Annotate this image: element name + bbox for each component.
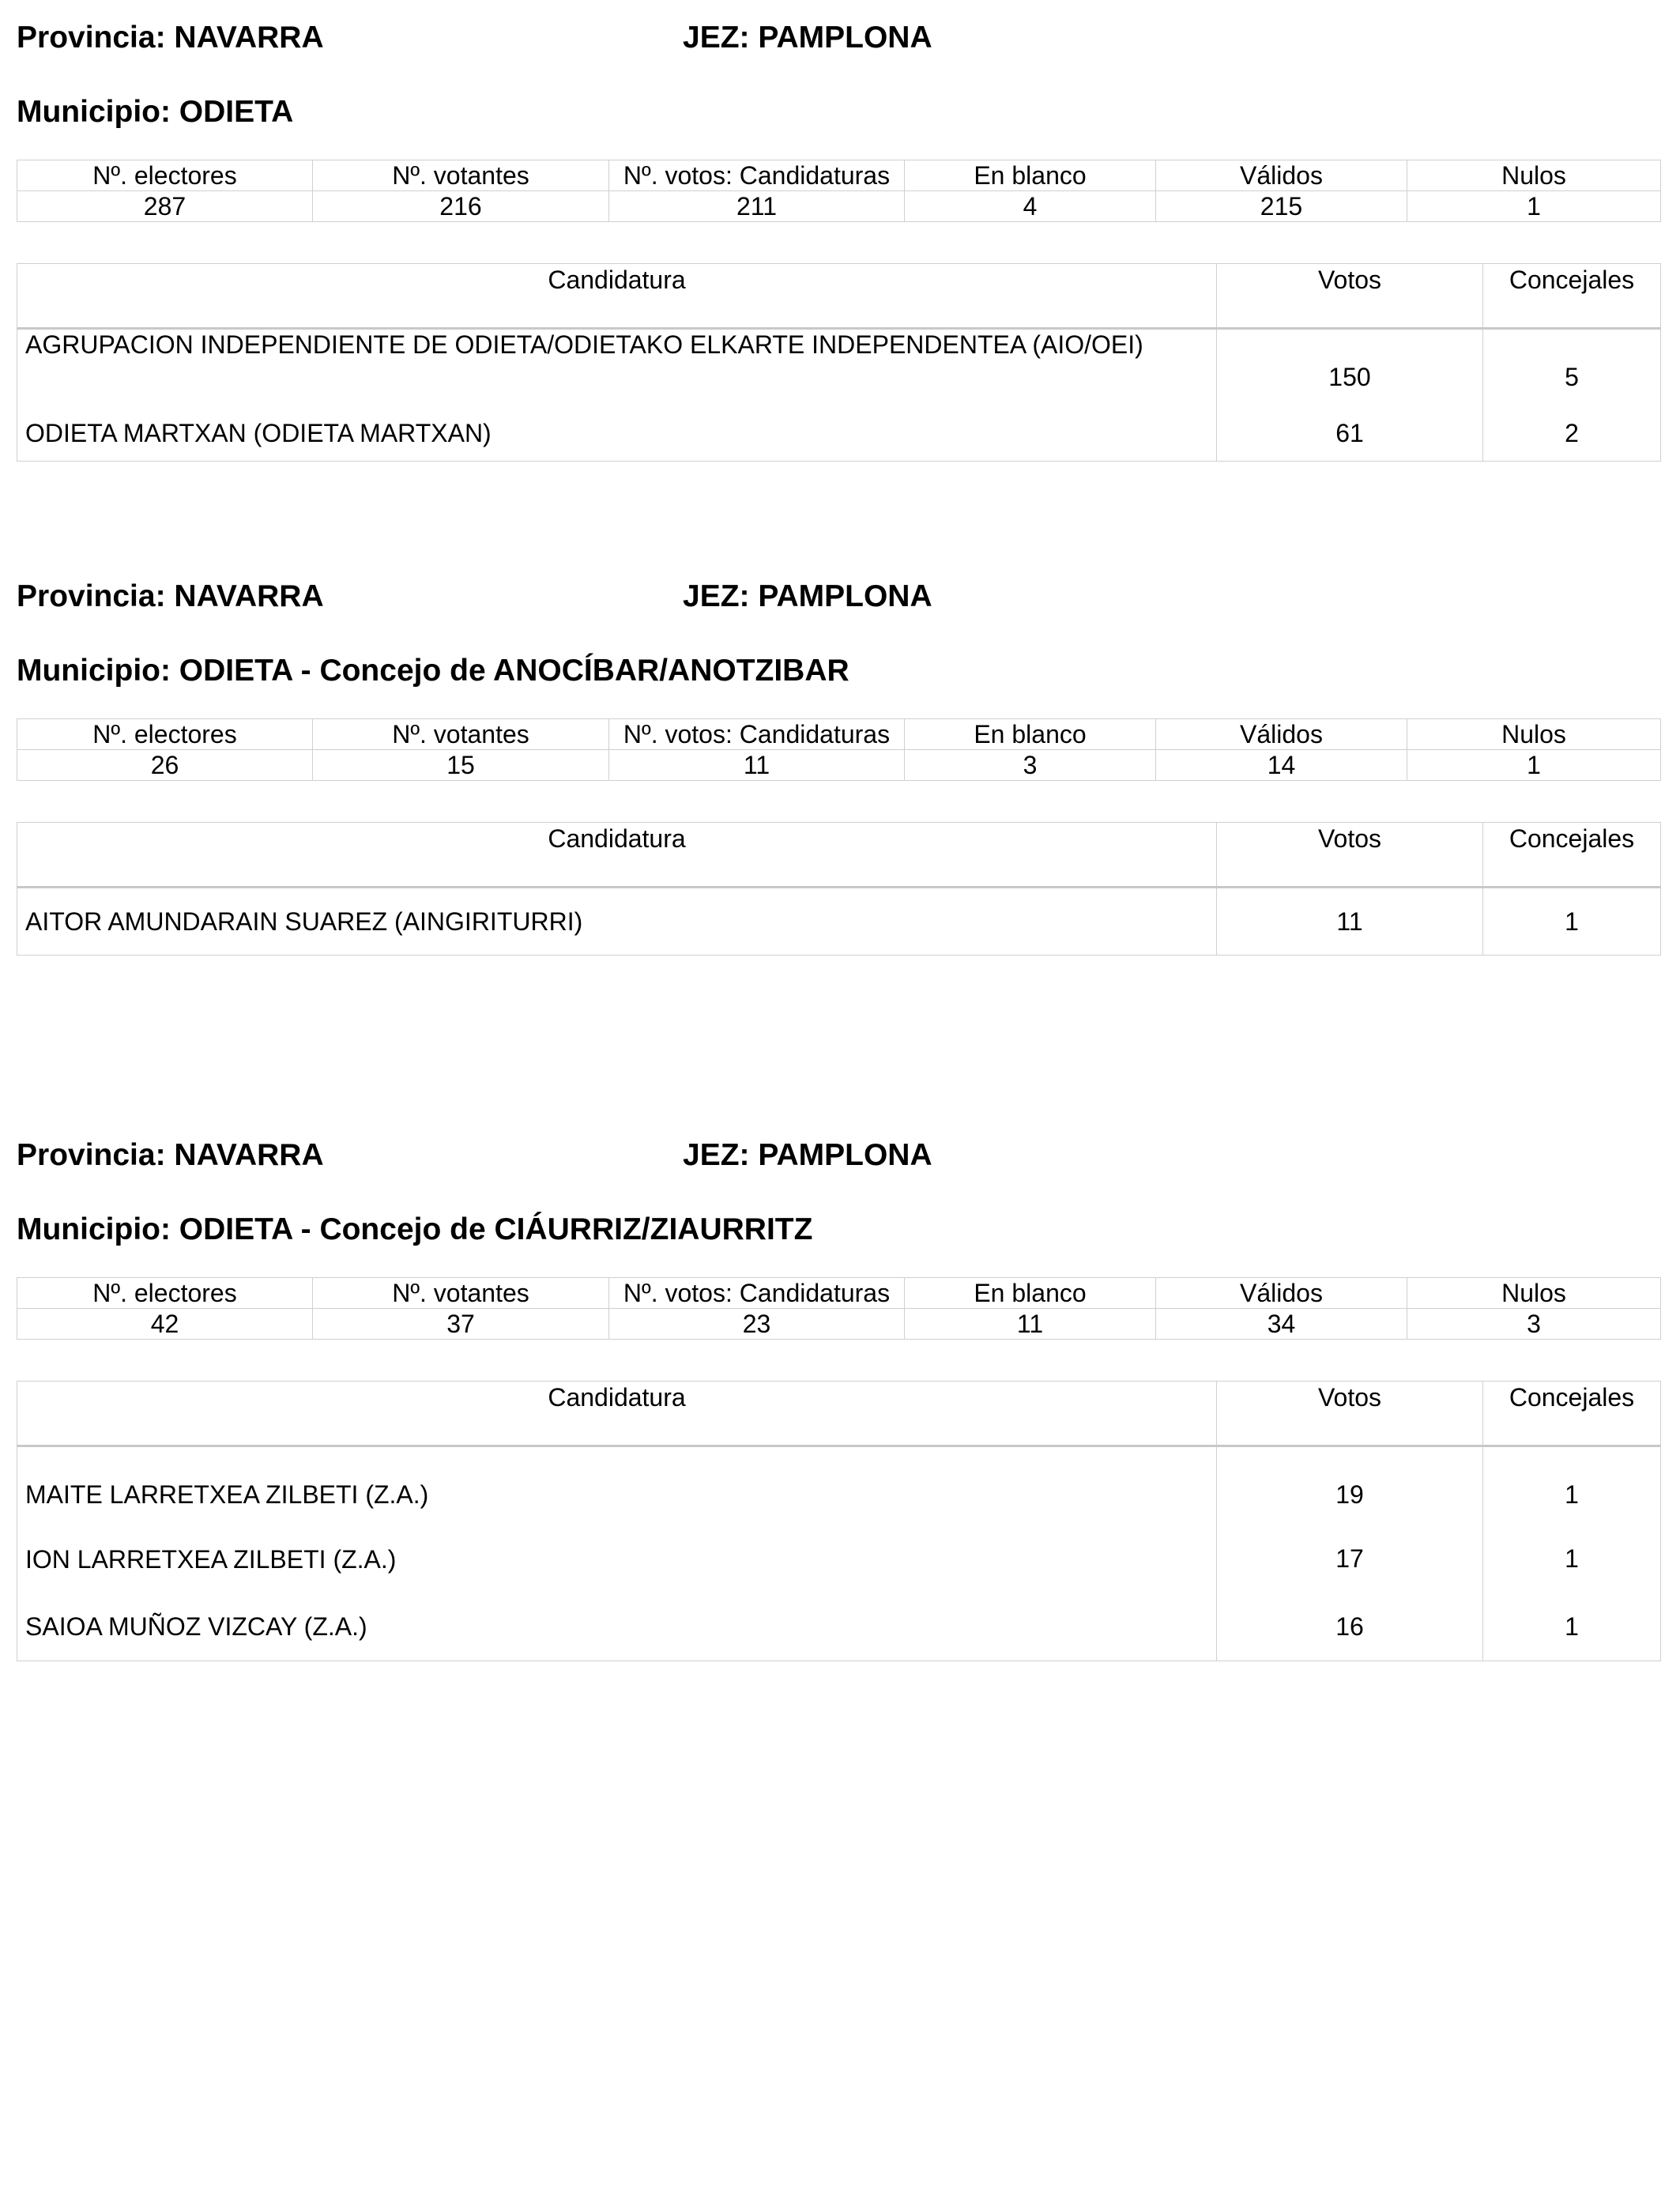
table-row bbox=[17, 329, 1661, 406]
summary-value-row bbox=[17, 191, 1661, 222]
candidaturas-table bbox=[17, 822, 1661, 956]
candidatura-name: MAITE LARRETXEA ZILBETI (Z.A.) bbox=[17, 1446, 1217, 1525]
header-votos: Votos bbox=[1217, 823, 1483, 888]
jez-label: JEZ: PAMPLONA bbox=[683, 579, 932, 613]
jez-label: JEZ: PAMPLONA bbox=[683, 1138, 932, 1172]
summary-value-row bbox=[17, 1309, 1661, 1340]
value-en-blanco: 4 bbox=[905, 191, 1156, 222]
header-concejales: Concejales bbox=[1483, 1382, 1661, 1446]
value-votantes: 37 bbox=[313, 1309, 609, 1340]
provincia-label: Provincia: NAVARRA bbox=[17, 1138, 324, 1172]
table-row bbox=[17, 1446, 1661, 1525]
candidatura-concejales: 2 bbox=[1483, 406, 1661, 462]
value-votos-candidaturas: 211 bbox=[609, 191, 905, 222]
summary-table bbox=[17, 1277, 1661, 1340]
header-validos: Válidos bbox=[1156, 719, 1407, 750]
header-validos: Válidos bbox=[1156, 1278, 1407, 1309]
header-electores: Nº. electores bbox=[17, 1278, 313, 1309]
value-votos-candidaturas: 23 bbox=[609, 1309, 905, 1340]
results-section-odieta bbox=[17, 14, 1660, 520]
header-electores: Nº. electores bbox=[17, 160, 313, 191]
candidaturas-header-row bbox=[17, 1382, 1661, 1446]
value-electores: 42 bbox=[17, 1309, 313, 1340]
value-validos: 215 bbox=[1156, 191, 1407, 222]
value-nulos: 1 bbox=[1407, 191, 1661, 222]
value-electores: 26 bbox=[17, 750, 313, 781]
candidatura-votos: 61 bbox=[1217, 406, 1483, 462]
value-validos: 34 bbox=[1156, 1309, 1407, 1340]
section-header bbox=[17, 573, 1660, 620]
header-votantes: Nº. votantes bbox=[313, 719, 609, 750]
municipio-title: Municipio: ODIETA bbox=[17, 95, 294, 129]
header-concejales: Concejales bbox=[1483, 823, 1661, 888]
candidatura-concejales: 1 bbox=[1483, 1446, 1661, 1525]
candidatura-name: AITOR AMUNDARAIN SUAREZ (AINGIRITURRI) bbox=[17, 888, 1217, 956]
provincia-label: Provincia: NAVARRA bbox=[17, 21, 324, 55]
header-votos: Votos bbox=[1217, 264, 1483, 329]
table-row bbox=[17, 1593, 1661, 1661]
municipio-title: Municipio: ODIETA - Concejo de ANOCÍBAR/ANOTZIBAR bbox=[17, 654, 849, 688]
candidatura-votos: 17 bbox=[1217, 1525, 1483, 1593]
header-votos-candidaturas: Nº. votos: Candidaturas bbox=[609, 719, 905, 750]
header-votantes: Nº. votantes bbox=[313, 1278, 609, 1309]
candidatura-votos: 150 bbox=[1217, 329, 1483, 406]
results-section-anocibar bbox=[17, 573, 1660, 1079]
candidatura-name: ION LARRETXEA ZILBETI (Z.A.) bbox=[17, 1525, 1217, 1593]
header-nulos: Nulos bbox=[1407, 1278, 1661, 1309]
value-votantes: 15 bbox=[313, 750, 609, 781]
candidaturas-header-row bbox=[17, 823, 1661, 888]
summary-header-row bbox=[17, 719, 1661, 750]
header-candidatura: Candidatura bbox=[17, 1382, 1217, 1446]
table-row bbox=[17, 1525, 1661, 1593]
candidatura-name: ODIETA MARTXAN (ODIETA MARTXAN) bbox=[17, 406, 1217, 462]
summary-table bbox=[17, 160, 1661, 222]
jez-label: JEZ: PAMPLONA bbox=[683, 21, 932, 55]
candidaturas-table bbox=[17, 1381, 1661, 1661]
header-votos-candidaturas: Nº. votos: Candidaturas bbox=[609, 160, 905, 191]
value-votos-candidaturas: 11 bbox=[609, 750, 905, 781]
summary-table bbox=[17, 718, 1661, 781]
candidaturas-table bbox=[17, 263, 1661, 462]
summary-header-row bbox=[17, 160, 1661, 191]
summary-value-row bbox=[17, 750, 1661, 781]
header-candidatura: Candidatura bbox=[17, 264, 1217, 329]
header-en-blanco: En blanco bbox=[905, 160, 1156, 191]
candidatura-name: SAIOA MUÑOZ VIZCAY (Z.A.) bbox=[17, 1593, 1217, 1661]
header-validos: Válidos bbox=[1156, 160, 1407, 191]
header-concejales: Concejales bbox=[1483, 264, 1661, 329]
municipio-title: Municipio: ODIETA - Concejo de CIÁURRIZ/ZIAURRITZ bbox=[17, 1212, 813, 1246]
value-en-blanco: 3 bbox=[905, 750, 1156, 781]
candidatura-votos: 16 bbox=[1217, 1593, 1483, 1661]
table-row bbox=[17, 406, 1661, 462]
candidatura-votos: 19 bbox=[1217, 1446, 1483, 1525]
header-en-blanco: En blanco bbox=[905, 719, 1156, 750]
candidatura-concejales: 1 bbox=[1483, 1525, 1661, 1593]
header-votantes: Nº. votantes bbox=[313, 160, 609, 191]
value-validos: 14 bbox=[1156, 750, 1407, 781]
section-header bbox=[17, 14, 1660, 62]
header-candidatura: Candidatura bbox=[17, 823, 1217, 888]
header-electores: Nº. electores bbox=[17, 719, 313, 750]
summary-header-row bbox=[17, 1278, 1661, 1309]
section-header bbox=[17, 1132, 1660, 1179]
value-nulos: 1 bbox=[1407, 750, 1661, 781]
candidatura-name: AGRUPACION INDEPENDIENTE DE ODIETA/ODIETAKO ELKARTE INDEPENDENTEA (AIO/OEI) bbox=[17, 329, 1217, 406]
candidatura-votos: 11 bbox=[1217, 888, 1483, 956]
candidatura-concejales: 1 bbox=[1483, 1593, 1661, 1661]
header-en-blanco: En blanco bbox=[905, 1278, 1156, 1309]
value-nulos: 3 bbox=[1407, 1309, 1661, 1340]
table-row bbox=[17, 888, 1661, 956]
header-nulos: Nulos bbox=[1407, 160, 1661, 191]
results-section-ciaurriz bbox=[17, 1132, 1660, 1642]
value-electores: 287 bbox=[17, 191, 313, 222]
provincia-label: Provincia: NAVARRA bbox=[17, 579, 324, 613]
value-votantes: 216 bbox=[313, 191, 609, 222]
candidaturas-header-row bbox=[17, 264, 1661, 329]
header-votos: Votos bbox=[1217, 1382, 1483, 1446]
header-votos-candidaturas: Nº. votos: Candidaturas bbox=[609, 1278, 905, 1309]
candidatura-concejales: 1 bbox=[1483, 888, 1661, 956]
header-nulos: Nulos bbox=[1407, 719, 1661, 750]
candidatura-concejales: 5 bbox=[1483, 329, 1661, 406]
value-en-blanco: 11 bbox=[905, 1309, 1156, 1340]
